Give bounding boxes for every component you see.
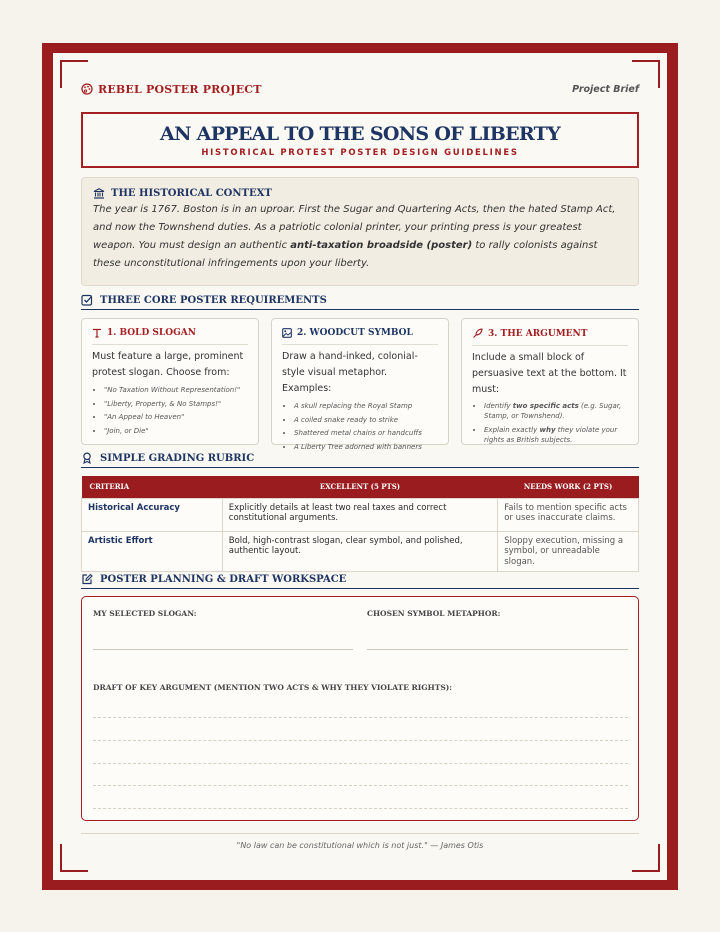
argument-write-line[interactable] <box>93 785 628 786</box>
historical-context-box <box>81 177 639 286</box>
slogan-write-line[interactable] <box>93 649 353 650</box>
card-text: Include a small block of persuasive text at the bottom. It must: <box>472 352 627 395</box>
context-heading-text: THE HISTORICAL CONTEXT <box>111 188 272 199</box>
slogan-field-label: MY SELECTED SLOGAN: <box>93 609 197 618</box>
card-heading <box>282 328 438 345</box>
workspace-heading-text: POSTER PLANNING & DRAFT WORKSPACE <box>100 573 347 585</box>
card-text: Must feature a large, prominent protest slogan. Choose from: <box>92 351 244 378</box>
argument-write-line[interactable] <box>93 763 628 764</box>
needs-work-cell: Sloppy execution, missing a symbol, or unreadable slogan. <box>498 531 639 572</box>
context-emphasis: anti-taxation broadside (poster) <box>290 240 473 251</box>
page-subtitle: HISTORICAL PROTEST POSTER DESIGN GUIDELINES <box>201 148 519 158</box>
column-header: NEEDS WORK (2 PTS) <box>498 476 639 498</box>
list-item: • A coiled snake ready to strike <box>294 414 438 428</box>
quill-icon <box>472 328 483 339</box>
requirement-card-symbol <box>271 318 449 451</box>
table-header-row <box>82 476 639 498</box>
argument-write-line[interactable] <box>93 740 628 741</box>
header-bar <box>81 80 639 98</box>
list-item: • A Liberty Tree adorned with banners <box>294 441 438 455</box>
argument-write-line[interactable] <box>93 717 628 718</box>
table-row <box>82 498 639 531</box>
brand-name: REBEL POSTER PROJECT <box>98 82 262 96</box>
context-text: to rally colonists against these unconstitutional infringements upon your liberty. <box>93 240 598 269</box>
symbol-list <box>282 400 438 454</box>
card-title: 3. THE ARGUMENT <box>488 328 588 339</box>
award-icon <box>81 452 93 464</box>
argument-field-label: DRAFT OF KEY ARGUMENT (MENTION TWO ACTS & WHY THEY VIOLATE RIGHTS): <box>93 683 453 692</box>
column-header: CRITERIA <box>82 476 223 498</box>
rubric-heading-text: SIMPLE GRADING RUBRIC <box>100 452 255 464</box>
edit-icon <box>81 573 93 585</box>
requirements-heading <box>81 294 639 310</box>
card-title: 1. BOLD SLOGAN <box>107 328 196 338</box>
list-item: • A skull replacing the Royal Stamp <box>294 400 438 414</box>
requirement-card-slogan <box>81 318 259 445</box>
table-row <box>82 531 639 572</box>
context-text: The year is 1767. Boston is in an uproar. First the Sugar and Quartering Acts, then the hated Stamp Act, and now the Townshend duties. As a patriotic colonial printer, your printing press is your greatest weapon. You must design an authentic <box>93 204 616 251</box>
context-heading <box>93 188 627 199</box>
text-type-icon <box>92 328 102 338</box>
list-item: • Explain exactly why they violate your rights as British subjects. <box>484 425 628 445</box>
image-icon <box>282 328 292 338</box>
rubric-heading <box>81 452 639 468</box>
symbol-field-label: CHOSEN SYMBOL METAPHOR: <box>367 609 501 618</box>
footer-quote: "No law can be constitutional which is not just." — James Otis <box>81 833 639 850</box>
needs-work-cell: Fails to mention specific acts or uses inaccurate claims. <box>498 498 639 531</box>
list-item: • Identify two specific acts (e.g. Sugar, Stamp, or Townshend). <box>484 401 628 421</box>
excellent-cell: Explicitly details at least two real taxes and correct constitutional arguments. <box>222 498 497 531</box>
card-heading <box>472 328 628 346</box>
grading-rubric-table <box>81 476 639 572</box>
brand <box>81 83 262 96</box>
palette-icon <box>81 83 93 95</box>
checkbox-icon <box>81 294 93 306</box>
argument-list <box>472 401 628 445</box>
symbol-write-line[interactable] <box>367 649 628 650</box>
argument-write-line[interactable] <box>93 808 628 809</box>
context-body <box>93 201 627 273</box>
landmark-icon <box>93 188 105 199</box>
list-item: • "No Taxation Without Representation!" <box>104 384 248 398</box>
title-box <box>81 112 639 168</box>
excellent-cell: Bold, high-contrast slogan, clear symbol, and polished, authentic layout. <box>222 531 497 572</box>
list-item: • Shattered metal chains or handcuffs <box>294 427 438 441</box>
requirements-heading-text: THREE CORE POSTER REQUIREMENTS <box>100 294 327 306</box>
slogan-list <box>92 384 248 438</box>
column-header: EXCELLENT (5 PTS) <box>222 476 497 498</box>
list-item: • "Join, or Die" <box>104 425 248 439</box>
card-heading <box>92 328 248 345</box>
page-title: AN APPEAL TO THE SONS OF LIBERTY <box>160 123 560 145</box>
doc-type-label: Project Brief <box>572 83 639 95</box>
workspace-heading <box>81 573 639 589</box>
list-item: • "Liberty, Property, & No Stamps!" <box>104 398 248 412</box>
criteria-cell: Artistic Effort <box>82 531 223 572</box>
draft-workspace <box>81 596 639 821</box>
requirement-card-argument <box>461 318 639 445</box>
list-item: • "An Appeal to Heaven" <box>104 411 248 425</box>
card-text: Draw a hand-inked, colonial-style visual metaphor. Examples: <box>282 351 418 394</box>
card-title: 2. WOODCUT SYMBOL <box>297 328 413 338</box>
criteria-cell: Historical Accuracy <box>82 498 223 531</box>
